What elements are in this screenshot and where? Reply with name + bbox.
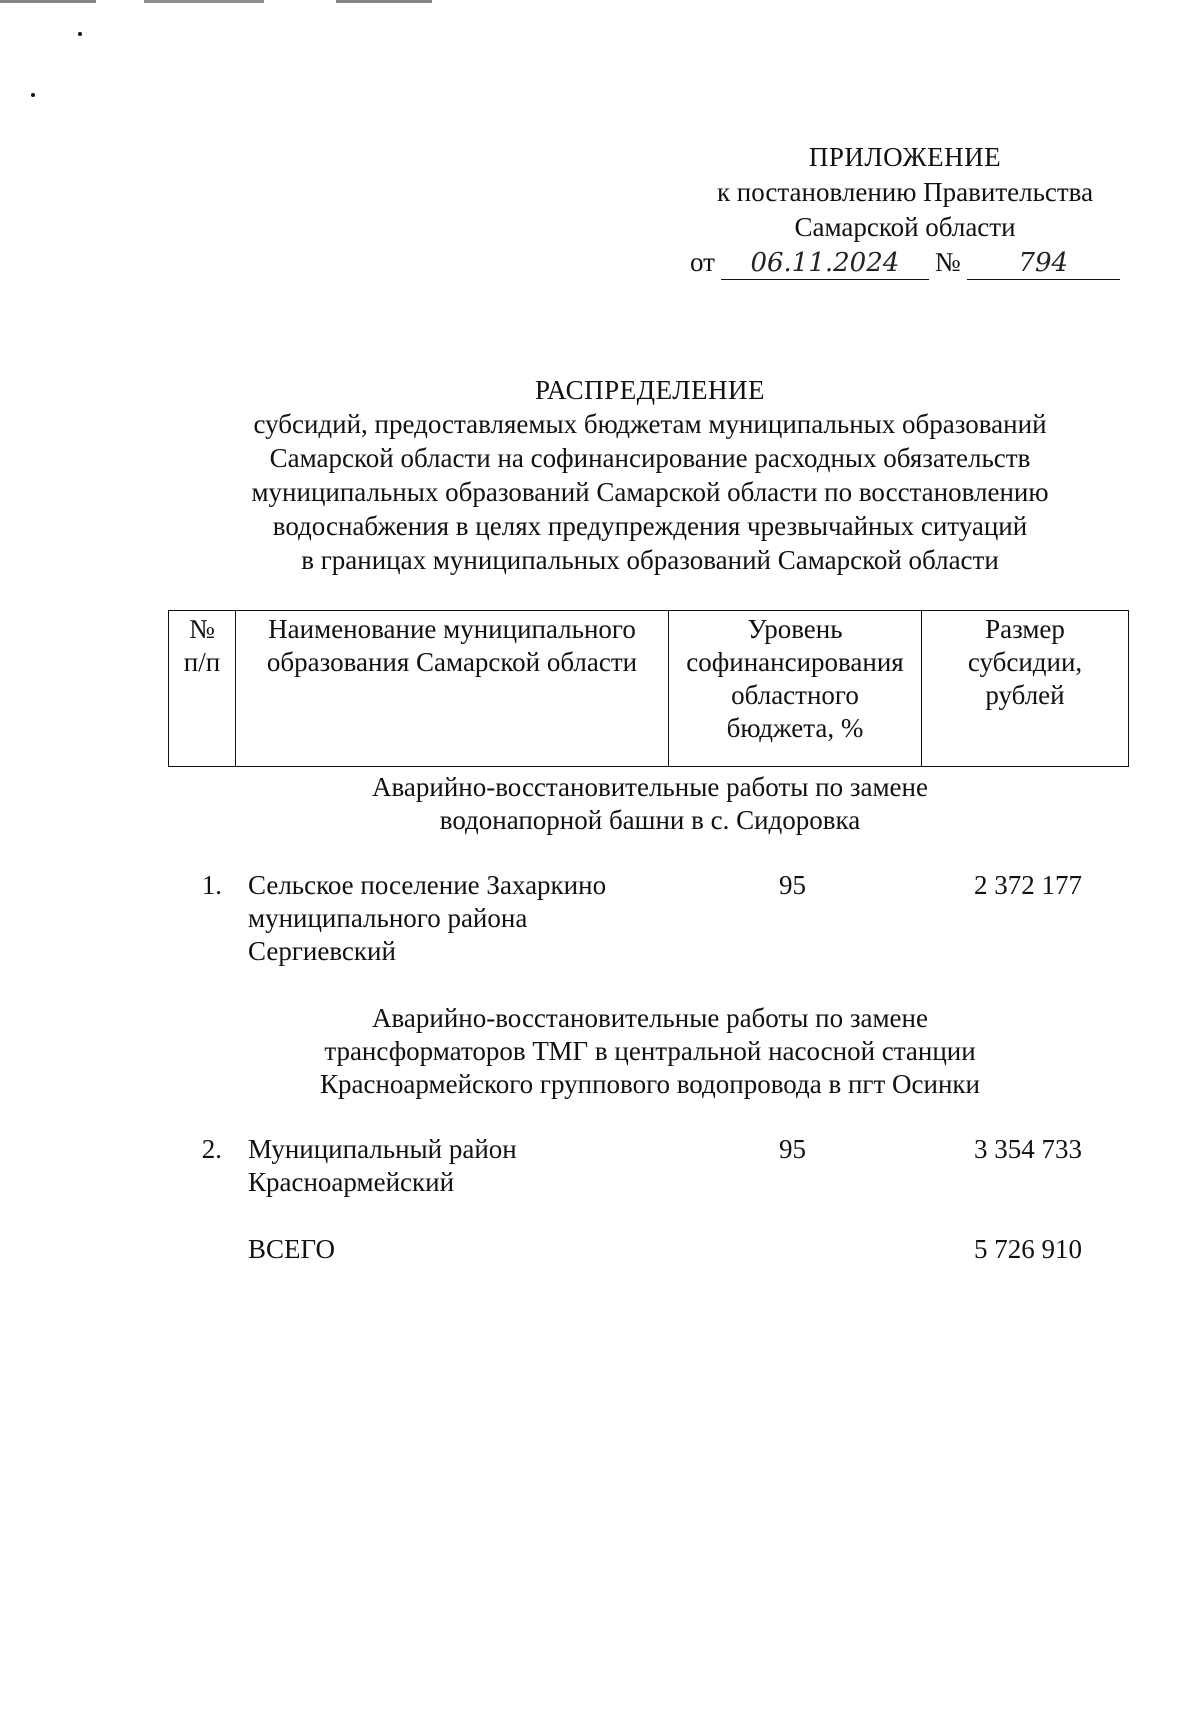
appendix-line: к постановлению Правительства [716,177,1094,207]
section-title-line: Красноармейского группового водопровода в пгт Осинки [320,1069,980,1099]
row-level: 95 [779,1134,806,1164]
document-heading [160,373,1140,577]
date-prefix: от [690,247,715,277]
row-name-line: Сельское поселение Захаркино [248,870,607,900]
heading-line: в границах муниципальных образований Самарской области [301,545,999,575]
column-header-level [669,611,922,767]
row-name [248,869,648,968]
table-header-row [169,611,1129,767]
number-prefix: № [934,247,961,277]
row-number: 1. [201,870,222,900]
header-text: рублей [985,680,1065,710]
row-name-line: муниципального района [248,903,528,933]
row-name-line: Сергиевский [248,936,396,966]
column-header-number [169,611,236,767]
scan-top-edge [0,0,1200,3]
row-amount: 3 354 733 [974,1134,1082,1164]
header-text: субсидии, [967,647,1083,677]
row-name-line: Красноармейский [248,1167,455,1197]
scan-speck [78,32,82,36]
handwritten-number: 794 [967,247,1120,280]
appendix-date-line [690,245,1120,280]
header-text: Размер [985,614,1065,644]
row-name-line: Муниципальный район [248,1134,517,1164]
appendix-line: Самарской области [794,212,1016,242]
header-text: п/п [183,647,221,677]
header-text: № [189,614,215,644]
header-text: Уровень [747,614,843,644]
heading-line: субсидий, предоставляемых бюджетам муниципальных образований [253,409,1047,439]
section-title-line: Аварийно-восстановительные работы по замене [372,772,928,802]
header-text: софинансирования [686,647,904,677]
total-amount: 5 726 910 [974,1234,1082,1264]
handwritten-date: 06.11.2024 [721,247,929,280]
total-label: ВСЕГО [248,1234,335,1264]
table-header [168,610,1129,767]
section-title [160,771,1140,837]
row-amount: 2 372 177 [974,870,1082,900]
row-name [248,1133,648,1199]
header-text: Наименование муниципального [268,614,636,644]
header-text: областного [731,680,859,710]
header-text: образования Самарской области [266,647,638,677]
section-title [160,1002,1140,1101]
column-header-amount [922,611,1129,767]
section-title-line: трансформаторов ТМГ в центральной насосной станции [324,1036,976,1066]
appendix-block [690,140,1120,280]
row-level: 95 [779,870,806,900]
column-header-name [236,611,669,767]
heading-line: водоснабжения в целях предупреждения чрезвычайных ситуаций [272,511,1028,541]
heading-title: РАСПРЕДЕЛЕНИЕ [534,375,766,405]
row-number: 2. [201,1134,222,1164]
section-title-line: Аварийно-восстановительные работы по замене [372,1003,928,1033]
section-title-line: водонапорной башни в с. Сидоровка [439,805,861,835]
scan-speck [31,93,35,97]
heading-line: муниципальных образований Самарской области по восстановлению [251,477,1049,507]
heading-line: Самарской области на софинансирование расходных обязательств [269,443,1031,473]
appendix-title: ПРИЛОЖЕНИЕ [808,142,1002,172]
header-text: бюджета, % [726,713,864,743]
